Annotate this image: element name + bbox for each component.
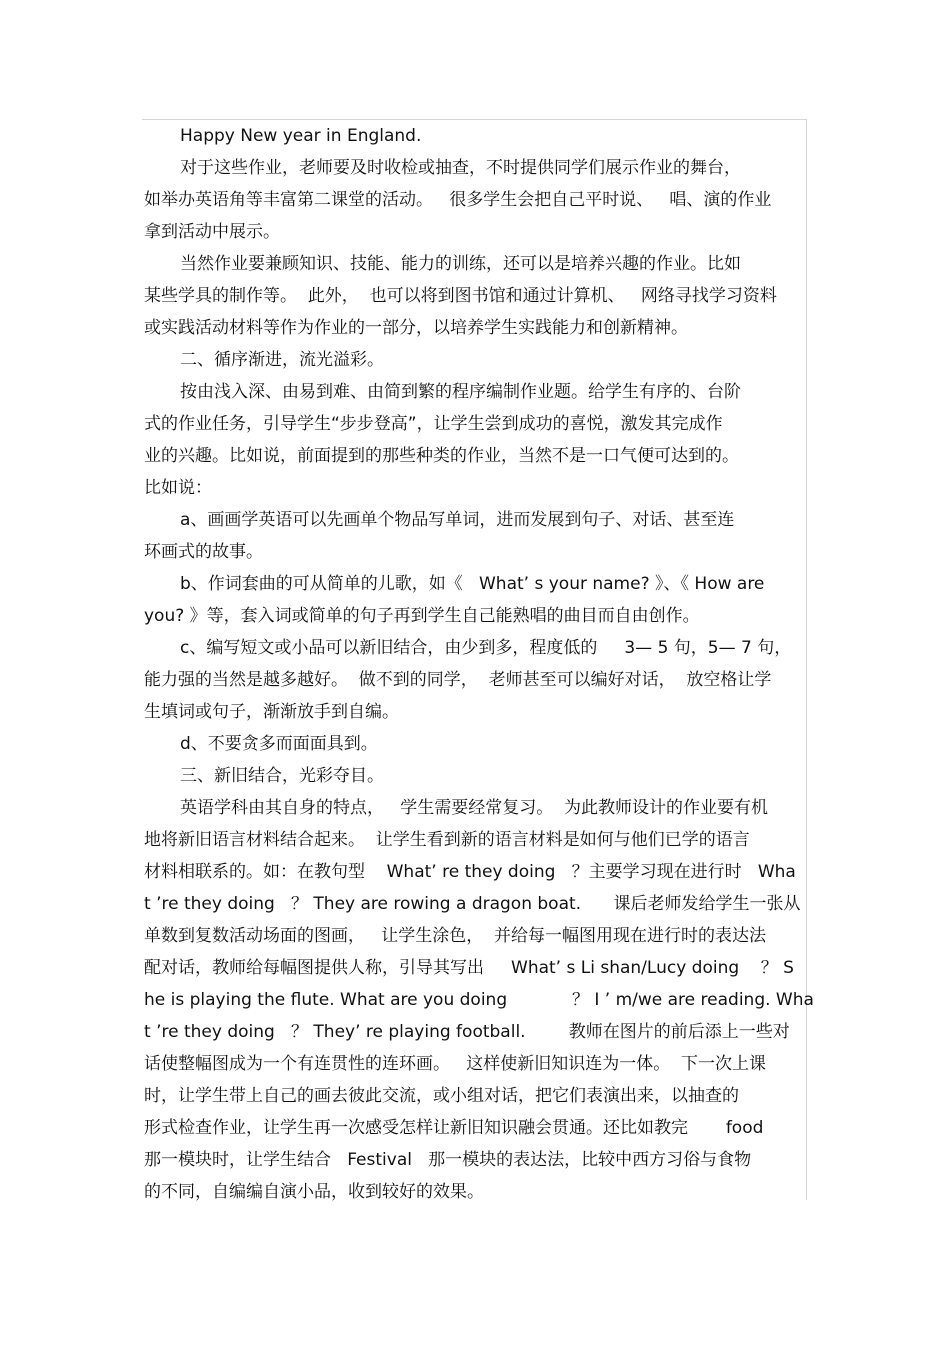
text-line: 比如说： — [144, 478, 212, 498]
text-line: 地将新旧语言材料结合起来。 让学生看到新的语言材料是如何与他们已学的语言 — [144, 830, 750, 850]
text-line: t ’re they doing ？ They’ re playing football. 教师在图片的前后添上一些对 — [144, 1022, 790, 1042]
text-line: c、编写短文或小品可以新旧结合，由少到多，程度低的 3— 5 句，5— 7 句， — [180, 638, 792, 658]
text-line: 如举办英语角等丰富第二课堂的活动。 很多学生会把自己平时说、 唱、演的作业 — [144, 190, 772, 210]
text-line: 时，让学生带上自己的画去彼此交流，或小组对话，把它们表演出来，以抽查的 — [144, 1086, 739, 1106]
text-line: 或实践活动材料等作为作业的一部分，以培养学生实践能力和创新精神。 — [144, 318, 688, 338]
text-line: 二、循序渐进，流光溢彩。 — [180, 350, 384, 370]
text-line: 对于这些作业，老师要及时收检或抽查，不时提供同学们展示作业的舞台， — [180, 158, 741, 178]
text-line: 的不同，自编编自演小品，收到较好的效果。 — [144, 1182, 484, 1202]
text-line: you? 》等，套入词或简单的句子再到学生自己能熟唱的曲目而自由创作。 — [144, 606, 700, 626]
text-line: 配对话，教师给每幅图提供人称，引导其写出 What’ s Li shan/Lucy doing ？ S — [144, 958, 794, 978]
text-line: 英语学科由其自身的特点， 学生需要经常复习。 为此教师设计的作业要有机 — [180, 798, 769, 818]
text-line: 材料相联系的。如：在教句型 What’ re they doing ？主要学习现在进行时 Wha — [144, 862, 796, 882]
text-line: a、画画学英语可以先画单个物品写单词，进而发展到句子、对话、甚至连 — [180, 510, 735, 530]
text-line: d、不要贪多而面面具到。 — [180, 734, 378, 754]
text-line: he is playing the flute. What are you doing ？ I ’ m/we are reading. Wha — [144, 990, 814, 1010]
text-line: 生填词或句子，渐渐放手到自编。 — [144, 702, 399, 722]
text-line: 那一模块时，让学生结合 Festival 那一模块的表达法，比较中西方习俗与食物 — [144, 1150, 752, 1170]
text-line: 式的作业任务，引导学生“步步登高”，让学生尝到成功的喜悦，激发其完成作 — [144, 414, 723, 434]
text-line: 拿到活动中展示。 — [144, 222, 280, 242]
text-line: 单数到复数活动场面的图画， 让学生涂色， 并给每一幅图用现在进行时的表达法 — [144, 926, 767, 946]
text-line: 按由浅入深、由易到难、由简到繁的程序编制作业题。给学生有序的、台阶 — [180, 382, 741, 402]
text-line: 当然作业要兼顾知识、技能、能力的训练，还可以是培养兴趣的作业。比如 — [180, 254, 741, 274]
text-line: 能力强的当然是越多越好。 做不到的同学， 老师甚至可以编好对话， 放空格让学 — [144, 670, 772, 690]
text-line: 三、新旧结合，光彩夺目。 — [180, 766, 384, 786]
text-line: 业的兴趣。比如说，前面提到的那些种类的作业，当然不是一口气便可达到的。 — [144, 446, 739, 466]
text-line: b、作词套曲的可从简单的儿歌，如《 What’ s your name? 》、《 How are — [180, 574, 765, 594]
text-line: 形式检查作业，让学生再一次感受怎样让新旧知识融会贯通。还比如教完 food — [144, 1118, 764, 1138]
text-line: 环画式的故事。 — [144, 542, 263, 562]
text-line: 某些学具的制作等。 此外， 也可以将到图书馆和通过计算机、 网络寻找学习资料 — [144, 286, 777, 306]
text-line: Happy New year in England. — [180, 126, 422, 146]
text-line: 话使整幅图成为一个有连贯性的连环画。 这样使新旧知识连为一体。 下一次上课 — [144, 1054, 767, 1074]
text-line: t ’re they doing ？ They are rowing a dragon boat. 课后老师发给学生一张从 — [144, 894, 801, 914]
